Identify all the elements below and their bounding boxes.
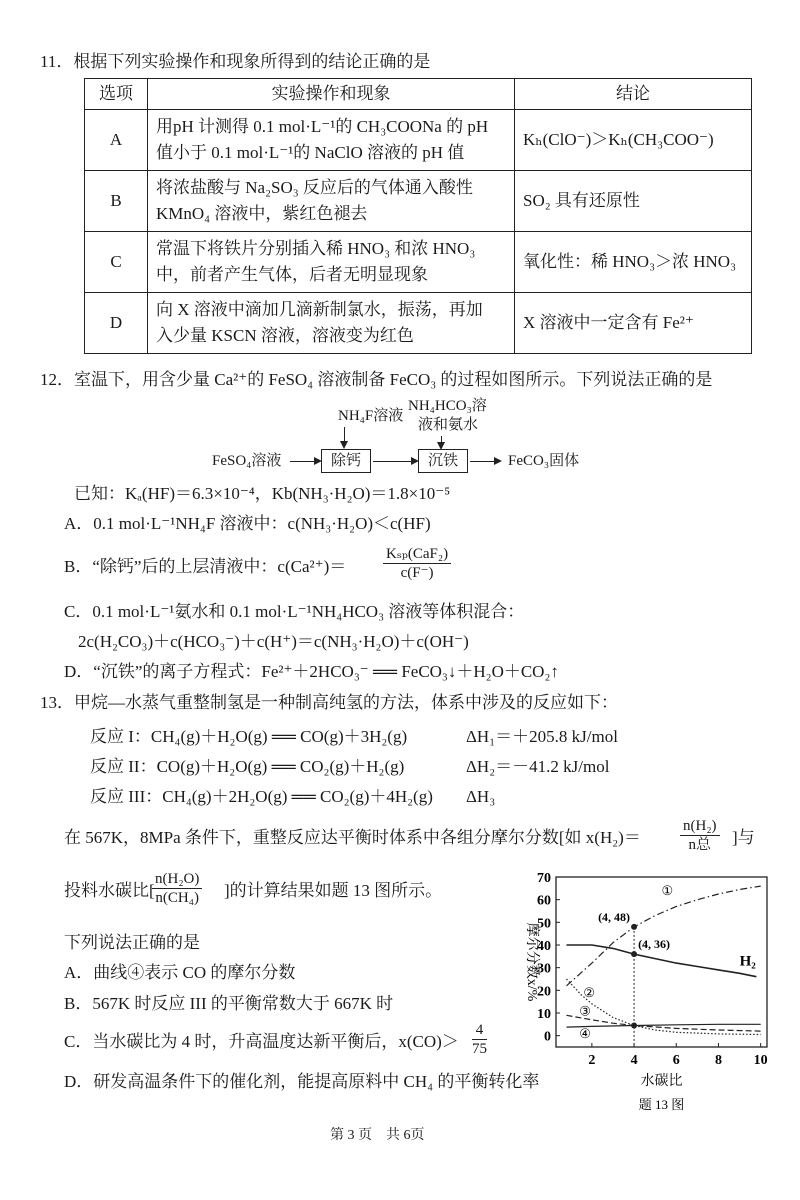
flow-output: FeCO₃固体: [508, 453, 580, 469]
header-operation: 实验操作和现象: [148, 79, 515, 110]
row-option: A: [85, 110, 148, 171]
q12-known: 已知：Kₐ(HF)＝6.3×10⁻⁴，Kb(NH₃·H₂O)＝1.8×10⁻⁵: [74, 484, 451, 503]
table-row: [85, 110, 752, 171]
row-conclusion: 氧化性：稀 HNO₃＞浓 HNO₃: [515, 232, 752, 293]
table-row: [85, 232, 752, 293]
row-option: D: [85, 293, 148, 354]
point-annotation: (4, 48): [598, 909, 631, 924]
fraction-water-carbon: [152, 870, 202, 907]
q13-condition: 在 567K，8MPa 条件下，重整反应达平衡时体系中各组分摩尔分数[如 x(H₂)＝: [64, 828, 641, 847]
page-footer: 第 3 页 共 6页: [330, 1128, 425, 1143]
y-tick-label: 60: [537, 893, 551, 909]
operation-line: 将浓盐酸与 Na₂SO₃ 反应后的气体通入酸性: [156, 178, 473, 197]
operation-line: 入少量 KSCN 溶液，溶液变为红色: [156, 326, 414, 345]
data-point: [631, 951, 637, 957]
operation-line: 常温下将铁片分别插入稀 HNO₃ 和浓 HNO₃: [156, 239, 476, 258]
series-label: ②: [583, 985, 596, 1001]
q13-option-c: C．当水碳比为 4 时，升高温度达新平衡后，x(CO)＞: [64, 1032, 459, 1051]
q13-option-d: D．研发高温条件下的催化剂，能提高原料中 CH₄ 的平衡转化率: [64, 1072, 540, 1091]
q13-stem: 13．甲烷—水蒸气重整制氢是一种制高纯氢的方法，体系中涉及的反应如下：: [40, 693, 618, 712]
y-tick-label: 0: [544, 1029, 551, 1045]
q12-option-c-equation: 2c(H₂CO₃)＋c(HCO₃⁻)＋c(H⁺)＝c(NH₃·H₂O)＋c(OH⁻): [78, 632, 469, 651]
operation-line: 中，前者产生气体，后者无明显现象: [156, 265, 428, 284]
denominator: n(CH₄): [155, 890, 199, 906]
numerator: n(H₂O): [152, 870, 202, 889]
x-tick-label: 2: [588, 1053, 596, 1068]
table-header: [85, 79, 752, 110]
arrow-down-icon: [344, 427, 345, 447]
operation-line: 值小于 0.1 mol·L⁻¹的 NaClO 溶液的 pH 值: [156, 143, 465, 162]
q13-option-a: A．曲线④表示 CO 的摩尔分数: [64, 963, 296, 982]
reaction-3: 反应 III：CH₄(g)＋2H₂O(g) ══ CO₂(g)＋4H₂(g): [90, 787, 433, 806]
row-option: B: [85, 171, 148, 232]
arrow-right-icon: [470, 461, 500, 462]
arrow-right-icon: [290, 461, 320, 462]
reagent-nh4hco3-line2: 液和氨水: [418, 417, 479, 433]
q11-stem: 11．根据下列实验操作和现象所得到的结论正确的是: [40, 52, 431, 71]
mole-fraction-chart: [520, 860, 790, 1120]
q11-table: [84, 78, 752, 354]
table-row: [85, 293, 752, 354]
numerator: 4: [472, 1021, 487, 1040]
series-line-1: [567, 886, 761, 986]
table-row: [85, 171, 752, 232]
row-option: C: [85, 232, 148, 293]
reaction-1-enthalpy: ΔH₁＝＋205.8 kJ/mol: [466, 727, 618, 746]
step-remove-calcium: 除钙: [321, 449, 371, 473]
x-tick-label: 8: [714, 1053, 722, 1068]
y-tick-label: 10: [537, 1007, 551, 1022]
data-point: [631, 1022, 637, 1028]
plot-frame: [556, 877, 767, 1047]
q13-option-b: B．567K 时反应 III 的平衡常数大于 667K 时: [64, 994, 394, 1013]
denominator: 75: [472, 1041, 487, 1057]
reaction-2: 反应 II：CO(g)＋H₂O(g) ══ CO₂(g)＋H₂(g): [90, 757, 405, 776]
denominator: n总: [688, 837, 712, 853]
arrow-right-icon: [373, 461, 417, 462]
row-conclusion: SO₂ 具有还原性: [515, 171, 752, 232]
series-label: ③: [579, 1003, 591, 1019]
series-line-5: [567, 1024, 761, 1027]
x-tick-label: 10: [753, 1053, 768, 1068]
series-line-4: [567, 1015, 761, 1031]
arrow-down-icon: [441, 436, 442, 448]
operation-line: 向 X 溶液中滴加几滴新制氯水，振荡，再加: [156, 300, 483, 319]
series-label: ①: [661, 883, 674, 899]
reaction-2-enthalpy: ΔH₂＝－41.2 kJ/mol: [466, 757, 610, 776]
y-tick-label: 20: [537, 984, 551, 1000]
q12-option-b: B．“除钙”后的上层清液中：c(Ca²⁺)＝: [64, 557, 347, 576]
x-tick-label: 6: [672, 1053, 680, 1068]
numerator: n(H₂): [680, 817, 720, 836]
row-operation: [148, 110, 515, 171]
row-operation: [148, 232, 515, 293]
fraction-mole: [680, 817, 720, 854]
reaction-3-enthalpy: ΔH₃: [466, 787, 496, 806]
flow-input: FeSO₄溶液: [212, 453, 282, 469]
row-operation: [148, 293, 515, 354]
q12-option-c: C．0.1 mol·L⁻¹氨水和 0.1 mol·L⁻¹NH₄HCO₃ 溶液等体积混合：: [64, 602, 525, 621]
row-conclusion: X 溶液中一定含有 Fe²⁺: [515, 293, 752, 354]
q13-feed: 投料水碳比[: [64, 881, 155, 900]
q13-feed-suffix: ]的计算结果如题 13 图所示。: [224, 881, 443, 900]
chart-title: 题 13 图: [638, 1097, 685, 1112]
y-tick-label: 70: [537, 871, 551, 886]
q13-ask: 下列说法正确的是: [64, 933, 200, 952]
step-precipitate-iron: 沉铁: [418, 449, 468, 473]
y-axis-label: 摩尔分数x/%: [524, 922, 539, 1002]
operation-line: 用pH 计测得 0.1 mol·L⁻¹的 CH₃COONa 的 pH: [156, 117, 489, 136]
q12-option-d: D．“沉铁”的离子方程式：Fe²⁺＋2HCO₃⁻ ══ FeCO₃↓＋H₂O＋CO₂↑: [64, 662, 559, 681]
reagent-nh4f: NH₄F溶液: [338, 408, 404, 424]
operation-line: KMnO₄ 溶液中，紫红色褪去: [156, 204, 368, 223]
series-label: ④: [579, 1025, 591, 1041]
row-operation: [148, 171, 515, 232]
reaction-1: 反应 I：CH₄(g)＋H₂O(g) ══ CO(g)＋3H₂(g): [90, 727, 408, 746]
q12-option-a: A．0.1 mol·L⁻¹NH₄F 溶液中：c(NH₃·H₂O)＜c(HF): [64, 514, 431, 533]
x-tick-label: 4: [630, 1053, 638, 1068]
denominator: c(F⁻): [400, 565, 434, 581]
data-point: [631, 924, 637, 930]
y-tick-label: 50: [537, 916, 551, 932]
header-conclusion: 结论: [515, 79, 752, 110]
header-option: 选项: [85, 79, 148, 110]
series-label: H₂: [739, 953, 756, 970]
q13-condition-suffix: ]与: [732, 828, 755, 847]
q12-stem: 12．室温下，用含少量 Ca²⁺的 FeSO₄ 溶液制备 FeCO₃ 的过程如图所示。下列说法正确的是: [40, 370, 713, 389]
point-annotation: (4, 36): [638, 937, 671, 952]
fraction-4-75: [472, 1021, 487, 1058]
y-tick-label: 40: [537, 939, 551, 954]
numerator: Kₛₚ(CaF₂): [383, 545, 451, 564]
reagent-nh4hco3-line1: NH₄HCO₃溶: [408, 398, 487, 414]
row-conclusion: Kₕ(ClO⁻)＞Kₕ(CH₃COO⁻): [515, 110, 752, 171]
x-axis-label: 水碳比: [640, 1074, 683, 1089]
y-tick-label: 30: [537, 961, 551, 977]
fraction-ksp: [383, 545, 451, 582]
